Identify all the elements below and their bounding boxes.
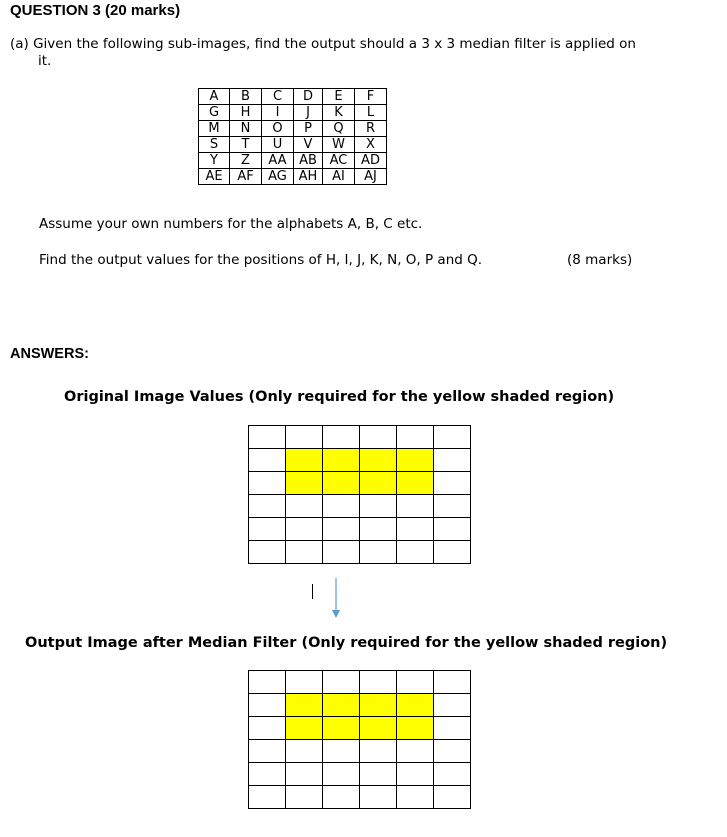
alphabet-row <box>199 89 387 105</box>
output-grid-cell <box>434 740 471 763</box>
alphabet-cell: AE <box>199 169 230 185</box>
alphabet-cell: G <box>199 105 230 121</box>
original-grid-cell <box>249 495 286 518</box>
output-grid-row <box>249 786 471 809</box>
alphabet-cell: C <box>262 89 294 105</box>
alphabet-cell: S <box>199 137 230 153</box>
output-grid-cell <box>323 763 360 786</box>
original-grid-cell <box>360 495 397 518</box>
alphabet-row <box>199 169 387 185</box>
output-grid-cell <box>249 671 286 694</box>
output-grid-cell <box>286 671 323 694</box>
alphabet-cell: AJ <box>355 169 387 185</box>
output-grid-cell <box>249 740 286 763</box>
output-grid-cell <box>323 786 360 809</box>
alphabet-cell: H <box>230 105 262 121</box>
output-grid-row <box>249 763 471 786</box>
original-grid-cell <box>323 518 360 541</box>
output-grid-cell <box>360 671 397 694</box>
alphabet-cell: AA <box>262 153 294 169</box>
alphabet-cell: F <box>355 89 387 105</box>
alphabet-cell: L <box>355 105 387 121</box>
output-grid-cell <box>323 740 360 763</box>
output-grid-cell <box>434 717 471 740</box>
down-arrow-icon <box>328 578 344 620</box>
output-grid-highlighted-cell <box>323 694 360 717</box>
original-image-grid <box>248 425 471 564</box>
output-image-grid <box>248 670 471 809</box>
alphabet-cell: U <box>262 137 294 153</box>
output-grid-cell <box>434 786 471 809</box>
alphabet-cell: I <box>262 105 294 121</box>
alphabet-cell: AI <box>323 169 355 185</box>
original-grid-cell <box>249 449 286 472</box>
original-grid-heading: Original Image Values (Only required for the yellow shaded region) <box>64 389 615 405</box>
original-grid-cell <box>397 426 434 449</box>
original-grid-cell <box>286 495 323 518</box>
alphabet-row <box>199 153 387 169</box>
marks-label: (8 marks) <box>567 252 633 268</box>
original-grid-highlighted-cell <box>360 472 397 495</box>
output-grid-cell <box>286 763 323 786</box>
find-instruction: Find the output values for the positions of H, I, J, K, N, O, P and Q. <box>39 252 483 268</box>
output-grid-cell <box>397 740 434 763</box>
original-grid-cell <box>286 518 323 541</box>
alphabet-cell: AB <box>294 153 323 169</box>
original-grid-cell <box>323 495 360 518</box>
alphabet-cell: R <box>355 121 387 137</box>
output-grid-cell <box>360 763 397 786</box>
assume-instruction: Assume your own numbers for the alphabets A, B, C etc. <box>39 216 423 232</box>
original-grid-cell <box>249 426 286 449</box>
output-grid-cell <box>360 786 397 809</box>
original-grid-highlighted-cell <box>323 472 360 495</box>
answers-label: ANSWERS: <box>10 346 89 362</box>
alphabet-row <box>199 121 387 137</box>
output-grid-highlighted-cell <box>286 717 323 740</box>
original-grid-highlighted-cell <box>323 449 360 472</box>
original-grid-cell <box>286 426 323 449</box>
alphabet-cell: AD <box>355 153 387 169</box>
output-grid-cell <box>397 763 434 786</box>
output-grid-heading: Output Image after Median Filter (Only required for the yellow shaded region) <box>25 635 668 651</box>
original-grid-cell <box>360 541 397 564</box>
alphabet-cell: W <box>323 137 355 153</box>
original-grid-cell <box>360 518 397 541</box>
output-grid-cell <box>286 786 323 809</box>
original-grid-highlighted-cell <box>286 449 323 472</box>
output-grid-highlighted-cell <box>360 694 397 717</box>
original-grid-cell <box>434 426 471 449</box>
text-cursor <box>312 584 313 599</box>
original-grid-cell <box>249 541 286 564</box>
original-grid-row <box>249 426 471 449</box>
alphabet-row <box>199 105 387 121</box>
original-grid-cell <box>434 541 471 564</box>
output-grid-cell <box>286 740 323 763</box>
original-grid-row <box>249 541 471 564</box>
output-grid-cell <box>323 671 360 694</box>
output-grid-highlighted-cell <box>286 694 323 717</box>
output-grid-highlighted-cell <box>360 717 397 740</box>
output-grid-row <box>249 740 471 763</box>
output-grid-highlighted-cell <box>397 694 434 717</box>
output-grid-cell <box>434 671 471 694</box>
output-grid-cell <box>360 740 397 763</box>
original-grid-highlighted-cell <box>360 449 397 472</box>
original-grid-highlighted-cell <box>397 449 434 472</box>
alphabet-cell: K <box>323 105 355 121</box>
part-a-line2: it. <box>38 53 52 69</box>
alphabet-cell: A <box>199 89 230 105</box>
original-grid-cell <box>434 472 471 495</box>
output-grid-cell <box>249 694 286 717</box>
original-grid-highlighted-cell <box>397 472 434 495</box>
output-grid-cell <box>397 786 434 809</box>
original-grid-row <box>249 449 471 472</box>
alphabet-cell: B <box>230 89 262 105</box>
alphabet-cell: N <box>230 121 262 137</box>
question-title: QUESTION 3 (20 marks) <box>10 2 181 19</box>
alphabet-cell: Y <box>199 153 230 169</box>
original-grid-cell <box>434 495 471 518</box>
output-grid-highlighted-cell <box>323 717 360 740</box>
output-grid-row <box>249 694 471 717</box>
alphabet-cell: V <box>294 137 323 153</box>
alphabet-cell: Z <box>230 153 262 169</box>
original-grid-row <box>249 472 471 495</box>
alphabet-table <box>198 88 387 185</box>
alphabet-cell: T <box>230 137 262 153</box>
output-grid-cell <box>434 763 471 786</box>
alphabet-cell: M <box>199 121 230 137</box>
original-grid-cell <box>397 495 434 518</box>
original-grid-cell <box>323 541 360 564</box>
original-grid-cell <box>397 541 434 564</box>
alphabet-cell: P <box>294 121 323 137</box>
alphabet-cell: AF <box>230 169 262 185</box>
alphabet-cell: X <box>355 137 387 153</box>
output-grid-cell <box>434 694 471 717</box>
output-grid-cell <box>249 786 286 809</box>
alphabet-cell: AH <box>294 169 323 185</box>
alphabet-cell: D <box>294 89 323 105</box>
alphabet-cell: Q <box>323 121 355 137</box>
original-grid-cell <box>323 426 360 449</box>
alphabet-cell: AC <box>323 153 355 169</box>
original-grid-highlighted-cell <box>286 472 323 495</box>
alphabet-cell: J <box>294 105 323 121</box>
question-part-a <box>10 36 636 70</box>
alphabet-cell: E <box>323 89 355 105</box>
output-grid-cell <box>249 717 286 740</box>
original-grid-cell <box>249 472 286 495</box>
original-grid-cell <box>434 518 471 541</box>
part-a-line1: (a) Given the following sub-images, find the output should a 3 x 3 median filter is applied on <box>10 36 636 52</box>
output-grid-cell <box>249 763 286 786</box>
original-grid-cell <box>249 518 286 541</box>
original-grid-cell <box>286 541 323 564</box>
original-grid-cell <box>397 518 434 541</box>
original-grid-cell <box>434 449 471 472</box>
alphabet-cell: AG <box>262 169 294 185</box>
output-grid-cell <box>397 671 434 694</box>
arrow-head <box>332 610 340 618</box>
original-grid-row <box>249 495 471 518</box>
original-grid-row <box>249 518 471 541</box>
original-grid-cell <box>360 426 397 449</box>
output-grid-row <box>249 717 471 740</box>
alphabet-row <box>199 137 387 153</box>
output-grid-row <box>249 671 471 694</box>
alphabet-cell: O <box>262 121 294 137</box>
output-grid-highlighted-cell <box>397 717 434 740</box>
